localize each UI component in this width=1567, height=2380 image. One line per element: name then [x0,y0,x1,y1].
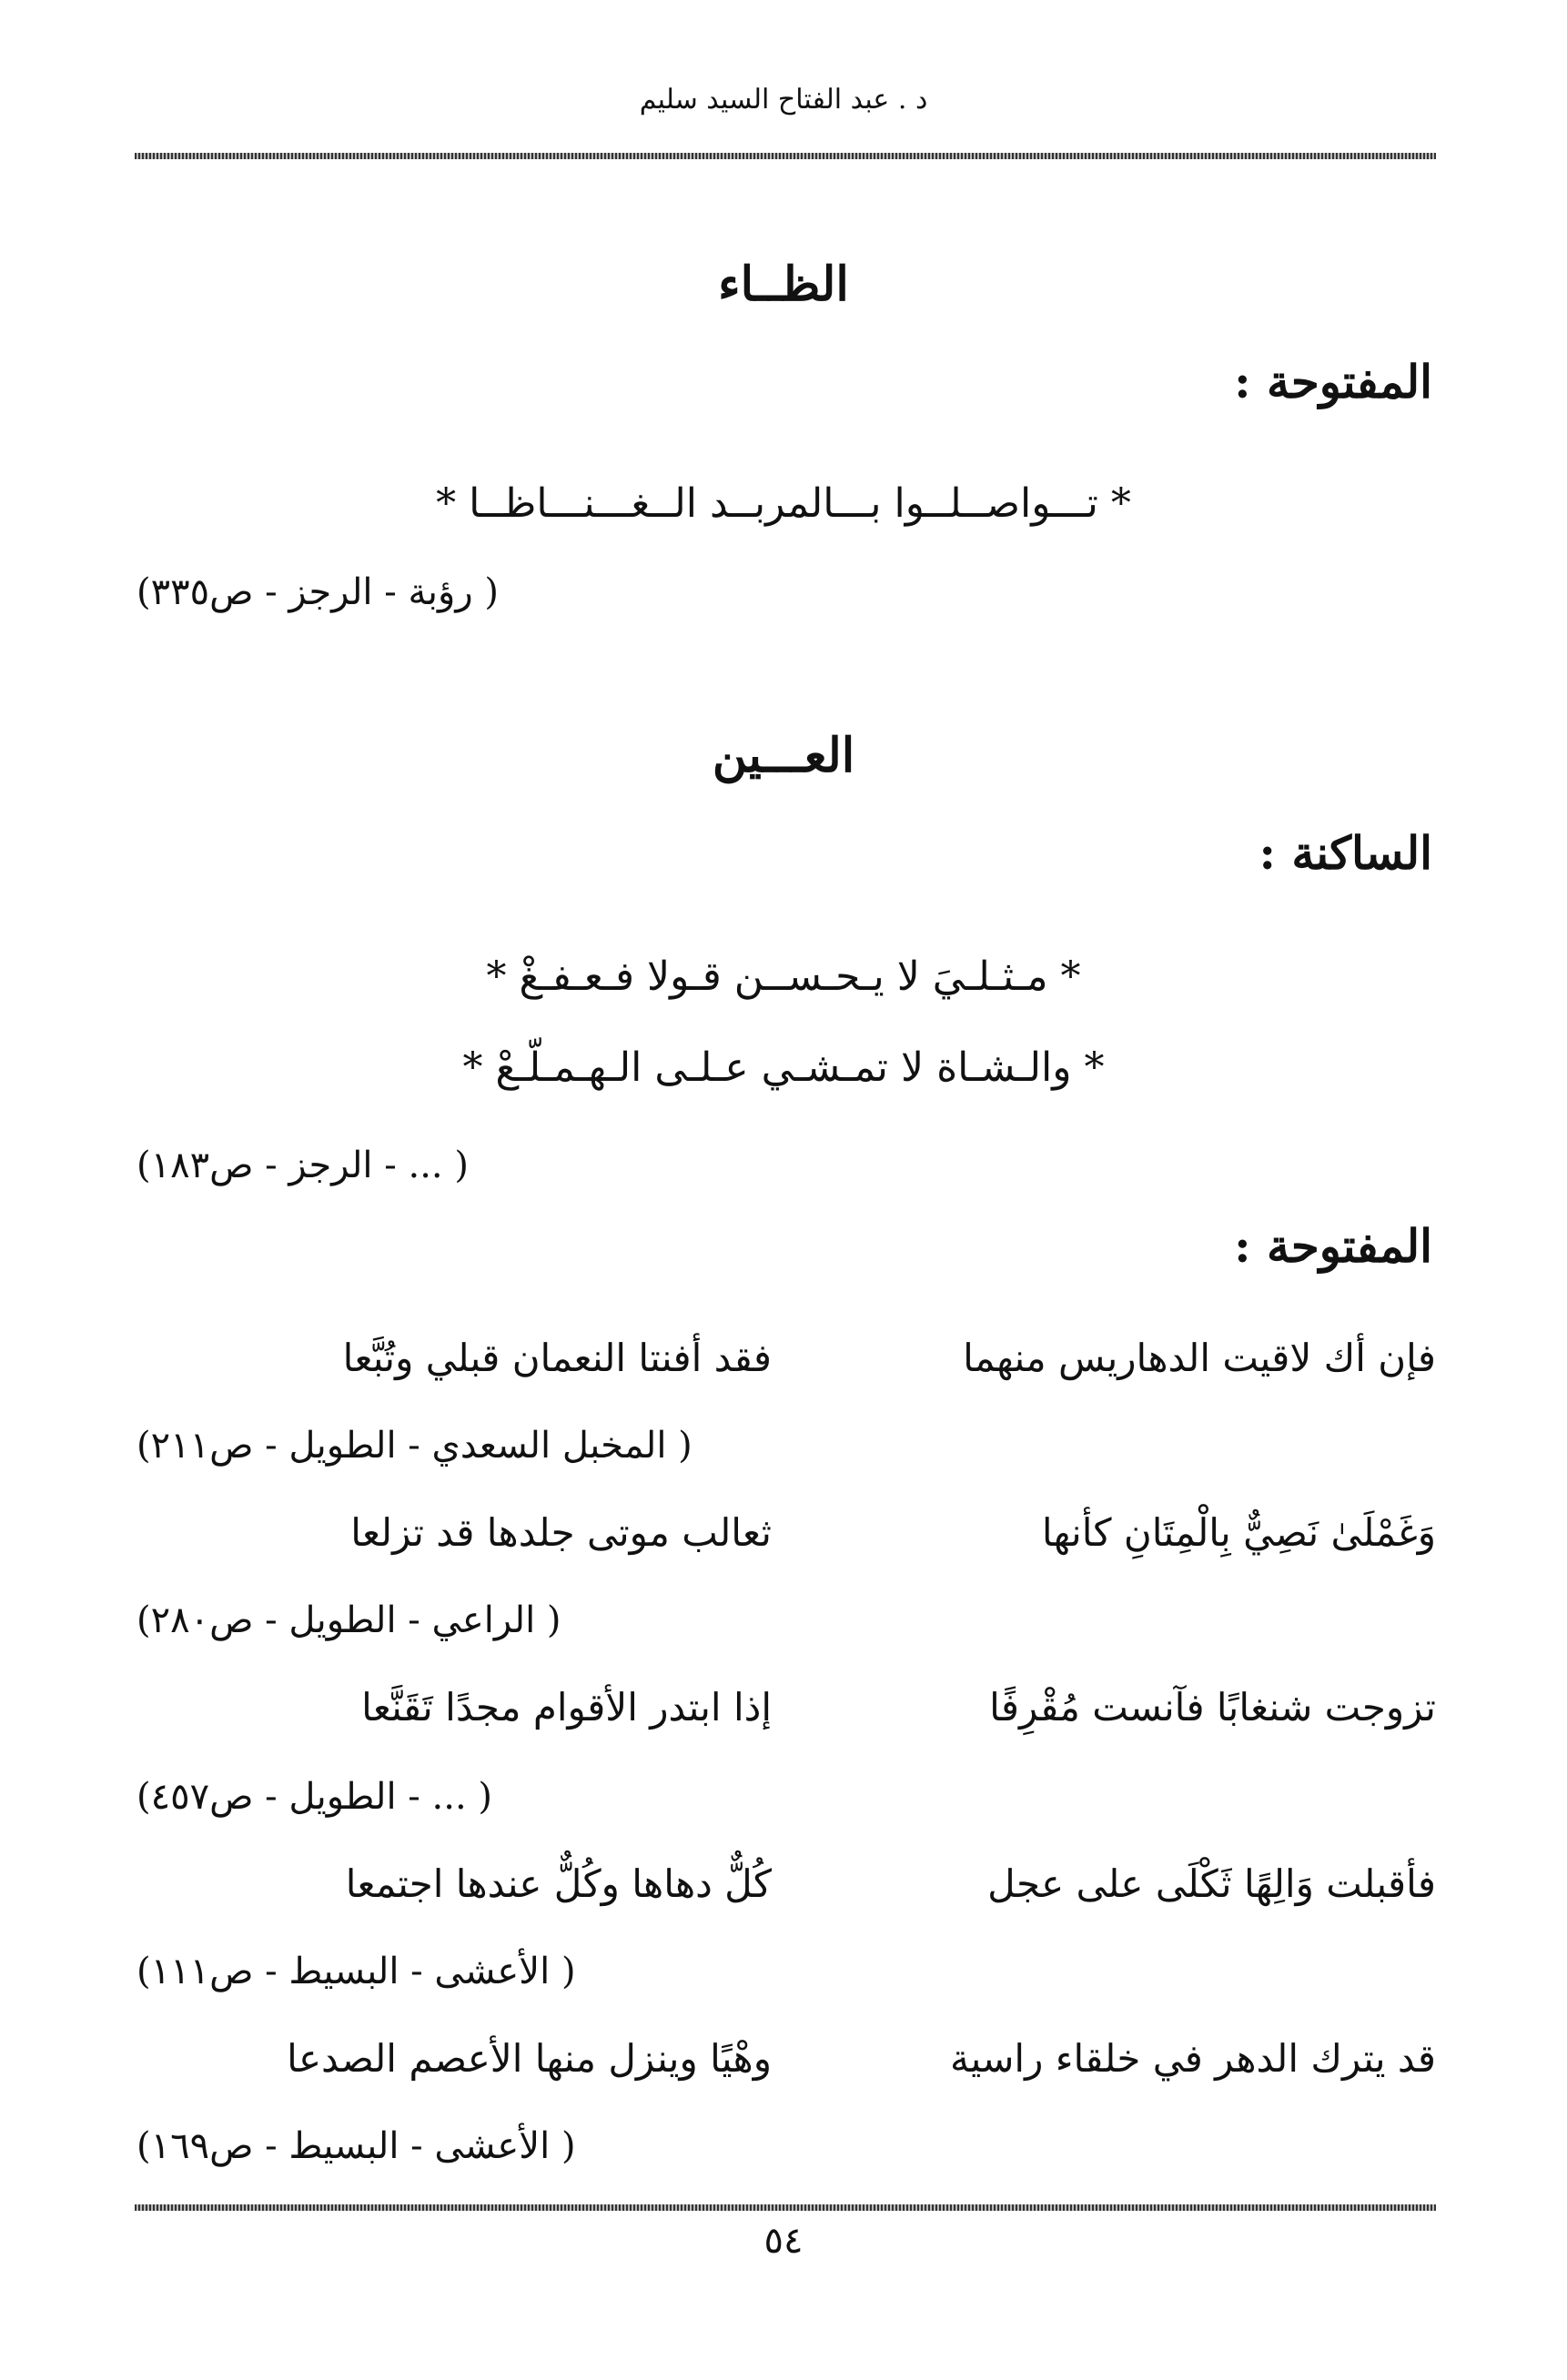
verse-second-hemistich: فقد أفنتا النعمان قبلي وتُبَّعا [342,1336,772,1380]
verse-source: ( الراعي - الطويل - ص٢٨٠) [136,1599,561,1641]
verse-row [135,1510,1436,1565]
verse-first-hemistich: فإن أك لاقيت الدهاريس منهما [963,1336,1436,1380]
subsection-label-maftuha: المفتوحة : [1234,1219,1432,1273]
subsection-label-maftuha: المفتوحة : [1234,355,1432,408]
verse-second-hemistich: إذا ابتدر الأقوام مجدًا تَقَنَّعا [361,1685,772,1730]
verse-row [135,1336,1436,1390]
verse-second-hemistich: ثعالب موتى جلدها قد تزلعا [350,1510,772,1555]
verse-first-hemistich: فأقبلت وَالِهًا ثَكْلَى على عجل [987,1861,1436,1906]
verse-line: * تـــواصــلــوا بـــالمربــد الــغـــنـــاظــا * [436,480,1131,527]
verse-first-hemistich: تزوجت شنغابًا فآنست مُقْرِفًا [989,1685,1436,1730]
verse-source: ( الأعشى - البسيط - ص١١١) [136,1951,576,1992]
footer-rule [135,2204,1436,2211]
verse-first-hemistich: وَغَمْلَىٰ نَصِيٌّ بِالْمِتَانِ كأنها [1041,1510,1436,1555]
verse-source: ( الأعشى - البسيط - ص١٦٩) [136,2125,576,2167]
verse-source: ( ... - الطويل - ص٤٥٧) [136,1776,492,1818]
section-title-zaa: الظــاء [718,257,849,312]
verse-row [135,1861,1436,1916]
verse-first-hemistich: قد يترك الدهر في خلقاء راسية [950,2036,1436,2081]
header-rule [135,153,1436,159]
verse-row [135,1685,1436,1740]
verse-source: ( رؤبة - الرجز - ص٣٣٥) [136,571,500,613]
subsection-label-sakina: الساكنة : [1259,826,1432,880]
verse-second-hemistich: وهْيًا وينزل منها الأعصم الصدعا [287,2036,772,2081]
section-title-ain: العـــين [712,728,855,783]
verse-second-hemistich: كُلٌّ دهاها وكُلٌّ عندها اجتمعا [345,1861,772,1906]
verse-half-line: * مـثـلـيَ لا يـحـســن قـولا فـعـفـغْ * [486,953,1081,1000]
verse-source: ( ... - الرجز - ص١٨٣) [136,1145,469,1186]
running-header: د . عبد الفتاح السيد سليم [639,84,928,116]
page-number: ٥٤ [763,2220,804,2262]
verse-source: ( المخبل السعدي - الطويل - ص٢١١) [136,1425,693,1467]
verse-row [135,2036,1436,2091]
verse-half-line: * والـشـاة لا تمـشـي عـلـى الـهـمـلّـعْ * [462,1044,1105,1091]
